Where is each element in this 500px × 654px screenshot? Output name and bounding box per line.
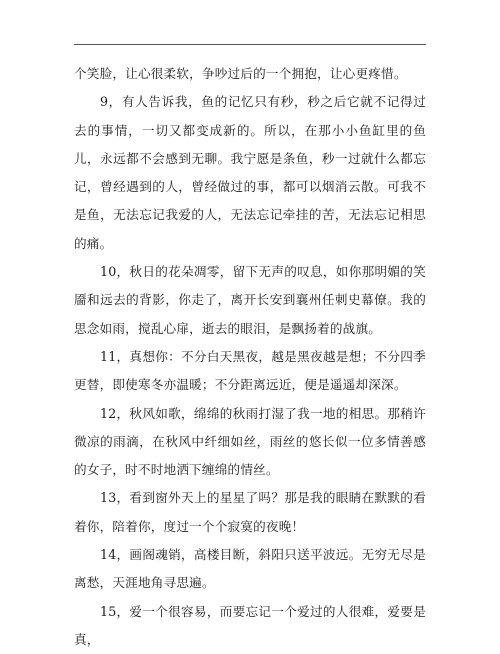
paragraph-12: 12，秋风如歌，绵绵的秋雨打湿了我一地的相思。那稍许微凉的雨滴，在秋风中纤细如丝，雨丝的悠长似一位多情善感的女子，时不时地洒下缠绵的情丝。 bbox=[74, 405, 426, 478]
paragraph-15: 15，爱一个很容易，而要忘记一个爱过的人很难，爱要是真， bbox=[74, 603, 426, 647]
paragraph-14: 14，画阁魂销，高楼目断，斜阳只送平波远。无穷无尽是离愁，天涯地角寻思遍。 bbox=[74, 547, 426, 591]
paragraph-10: 10，秋日的花朵凋零，留下无声的叹息，如你那明媚的笑靥和远去的背影，你走了，离开长安到襄州任刺史幕僚。我的思念如雨，搅乱心扉，逝去的眼泪，是飘扬着的战旗。 bbox=[74, 264, 426, 336]
header-divider bbox=[74, 44, 426, 45]
paragraph-9: 9，有人告诉我，鱼的记忆只有秒，秒之后它就不记得过去的事情，一切又都变成新的。所以，在那小小鱼缸里的鱼儿，永远都不会感到无聊。我宁愿是条鱼，秒一过就什么都忘记，曾经遇到的人，曾经做过的事，都可以烟消云散。可我不是鱼，无法忘记我爱的人，无法忘记牵挂的苦，无法忘记相思的痛。 bbox=[74, 94, 426, 251]
paragraph-continuation: 个笑脸，让心很柔软，争吵过后的一个拥抱，让心更疼惜。 bbox=[74, 66, 407, 81]
document-body bbox=[74, 60, 426, 654]
paragraph-13: 13，看到窗外天上的星星了吗？那是我的眼睛在默默的看着你，陪着你，度过一个个寂寞的夜晚！ bbox=[74, 490, 426, 534]
paragraph-11: 11，真想你：不分白天黑夜，越是黑夜越是想；不分四季更替，即使寒冬亦温暖；不分距离远近，便是遥遥却深深。 bbox=[74, 348, 426, 393]
